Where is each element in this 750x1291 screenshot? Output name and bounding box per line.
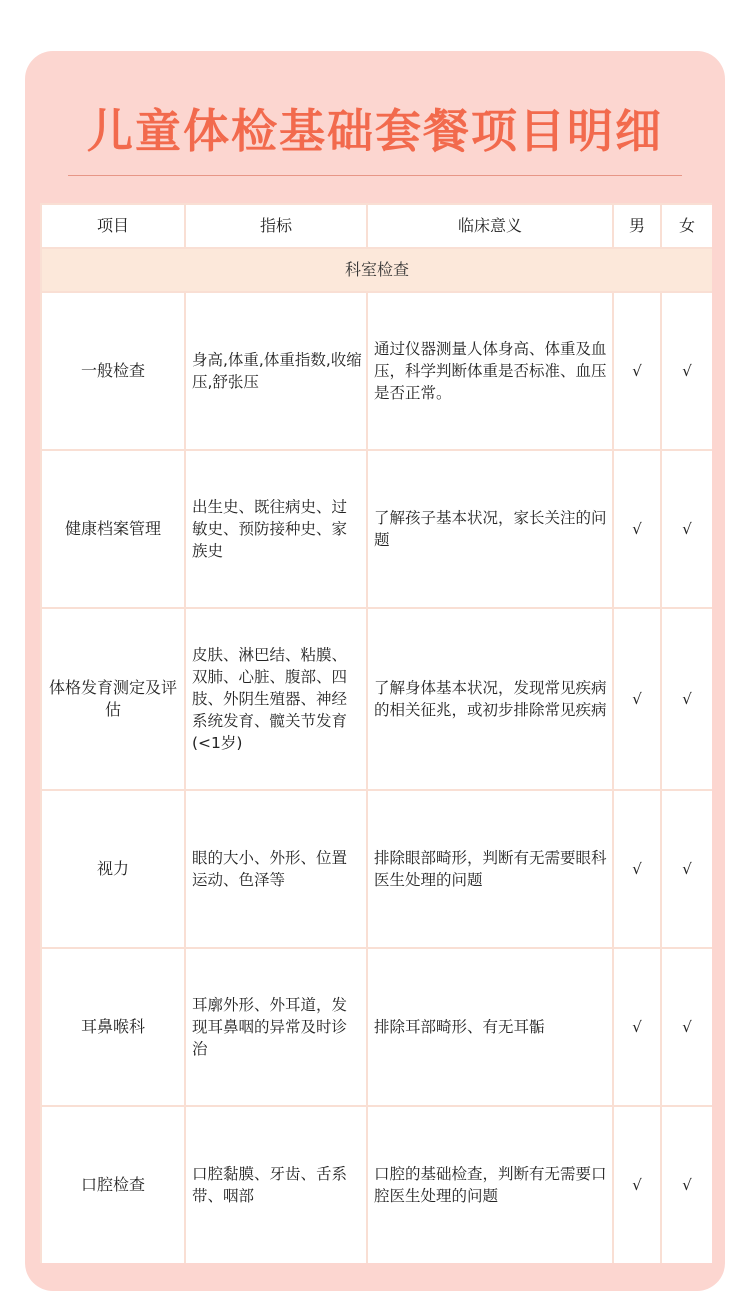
header-male: 男 bbox=[613, 204, 661, 248]
section-title: 科室检查 bbox=[41, 248, 712, 292]
table-row bbox=[41, 948, 712, 1106]
cell-item: 体格发育测定及评估 bbox=[41, 608, 185, 790]
cell-meaning: 排除眼部畸形，判断有无需要眼科医生处理的问题 bbox=[367, 790, 613, 948]
cell-male-check: √ bbox=[613, 1106, 661, 1263]
cell-indicator: 耳廓外形、外耳道，发现耳鼻咽的异常及时诊治 bbox=[185, 948, 367, 1106]
title-divider bbox=[68, 175, 682, 176]
cell-male-check: √ bbox=[613, 608, 661, 790]
cell-female-check: √ bbox=[661, 292, 712, 450]
cell-female-check: √ bbox=[661, 1106, 712, 1263]
cell-meaning: 通过仪器测量人体身高、体重及血压，科学判断体重是否标准、血压是否正常。 bbox=[367, 292, 613, 450]
cell-item: 一般检查 bbox=[41, 292, 185, 450]
cell-indicator: 皮肤、淋巴结、粘膜、双肺、心脏、腹部、四肢、外阴生殖器、神经系统发育、髋关节发育(<1岁) bbox=[185, 608, 367, 790]
cell-female-check: √ bbox=[661, 450, 712, 608]
header-meaning: 临床意义 bbox=[367, 204, 613, 248]
cell-male-check: √ bbox=[613, 292, 661, 450]
cell-indicator: 身高,体重,体重指数,收缩压,舒张压 bbox=[185, 292, 367, 450]
cell-item: 耳鼻喉科 bbox=[41, 948, 185, 1106]
table-row bbox=[41, 292, 712, 450]
cell-item: 口腔检查 bbox=[41, 1106, 185, 1263]
table-header-row bbox=[41, 204, 712, 248]
cell-item: 视力 bbox=[41, 790, 185, 948]
table-row bbox=[41, 790, 712, 948]
table-row bbox=[41, 1106, 712, 1263]
items-table-container bbox=[40, 203, 712, 1263]
cell-meaning: 了解身体基本状况，发现常见疾病的相关征兆，或初步排除常见疾病 bbox=[367, 608, 613, 790]
cell-indicator: 眼的大小、外形、位置运动、色泽等 bbox=[185, 790, 367, 948]
cell-male-check: √ bbox=[613, 790, 661, 948]
table-row bbox=[41, 450, 712, 608]
header-item: 项目 bbox=[41, 204, 185, 248]
cell-meaning: 排除耳部畸形、有无耳骺 bbox=[367, 948, 613, 1106]
table-row bbox=[41, 608, 712, 790]
cell-female-check: √ bbox=[661, 608, 712, 790]
section-row bbox=[41, 248, 712, 292]
cell-male-check: √ bbox=[613, 948, 661, 1106]
cell-meaning: 口腔的基础检查，判断有无需要口腔医生处理的问题 bbox=[367, 1106, 613, 1263]
cell-indicator: 出生史、既往病史、过敏史、预防接种史、家族史 bbox=[185, 450, 367, 608]
cell-meaning: 了解孩子基本状况，家长关注的问题 bbox=[367, 450, 613, 608]
cell-female-check: √ bbox=[661, 948, 712, 1106]
header-female: 女 bbox=[661, 204, 712, 248]
items-table bbox=[40, 203, 712, 1263]
cell-indicator: 口腔黏膜、牙齿、舌系带、咽部 bbox=[185, 1106, 367, 1263]
cell-female-check: √ bbox=[661, 790, 712, 948]
page-title: 儿童体检基础套餐项目明细 bbox=[87, 104, 663, 158]
header-indicator: 指标 bbox=[185, 204, 367, 248]
cell-item: 健康档案管理 bbox=[41, 450, 185, 608]
cell-male-check: √ bbox=[613, 450, 661, 608]
